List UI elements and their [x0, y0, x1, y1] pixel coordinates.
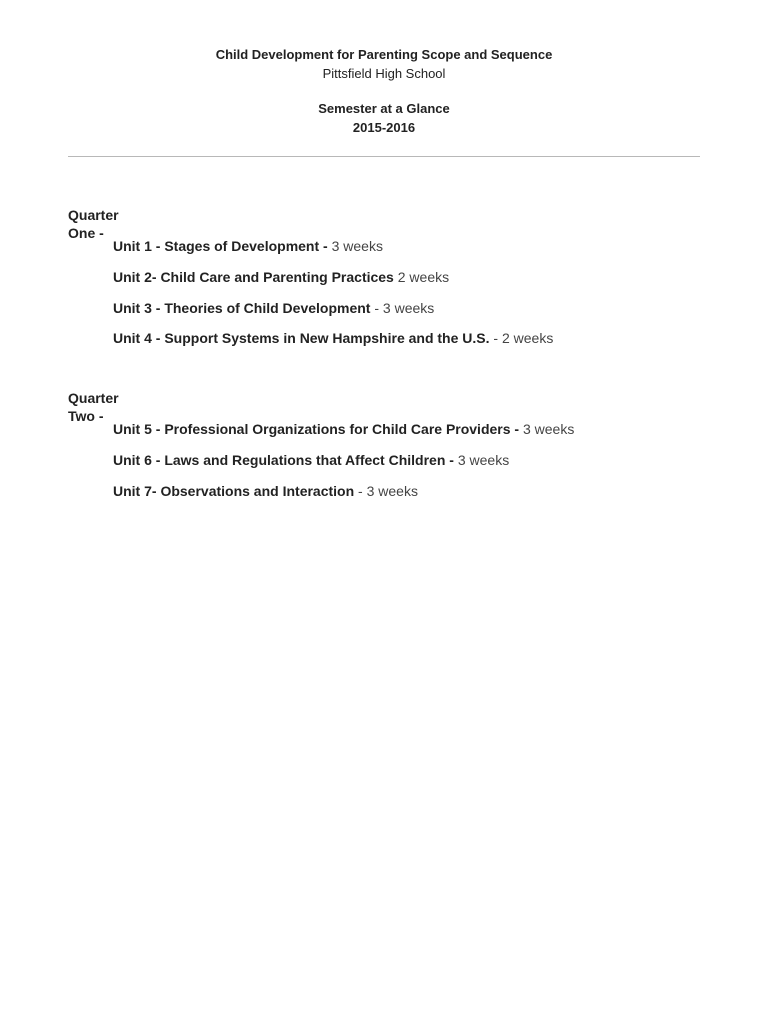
unit-item — [113, 268, 449, 286]
quarter-title: Quarter Two - — [68, 390, 119, 424]
unit-item — [113, 329, 553, 347]
unit-item — [113, 420, 574, 438]
unit-title: Unit 1 - Stages of Development - — [113, 238, 328, 254]
quarter-title: Quarter One - — [68, 207, 119, 241]
unit-title: Unit 4 - Support Systems in New Hampshire and the U.S. — [113, 330, 490, 346]
unit-duration: 3 weeks — [327, 238, 383, 254]
school-year: 2015-2016 — [352, 120, 416, 135]
horizontal-divider — [68, 156, 700, 157]
unit-duration: 2 weeks — [393, 269, 450, 285]
unit-duration: 3 weeks — [453, 452, 510, 468]
unit-duration: 3 weeks — [519, 421, 575, 437]
unit-title: Unit 3 - Theories of Child Development — [113, 300, 371, 316]
header-spacer — [0, 83, 768, 99]
unit-duration: - 3 weeks — [370, 300, 435, 316]
document-header — [0, 45, 768, 137]
unit-item — [113, 482, 418, 500]
document-subtitle: Semester at a Glance — [318, 101, 450, 116]
unit-title: Unit 2- Child Care and Parenting Practices — [113, 269, 394, 285]
unit-title: Unit 5 - Professional Organizations for Child Care Providers - — [113, 421, 520, 437]
unit-item — [113, 237, 383, 255]
unit-duration: - 2 weeks — [489, 330, 554, 346]
unit-title: Unit 7- Observations and Interaction — [113, 483, 355, 499]
school-name: Pittsfield High School — [322, 66, 446, 81]
unit-item — [113, 451, 509, 469]
unit-title: Unit 6 - Laws and Regulations that Affect Children - — [113, 452, 454, 468]
unit-item — [113, 299, 434, 317]
document-title: Child Development for Parenting Scope and Sequence — [215, 47, 553, 62]
unit-duration: - 3 weeks — [354, 483, 418, 499]
